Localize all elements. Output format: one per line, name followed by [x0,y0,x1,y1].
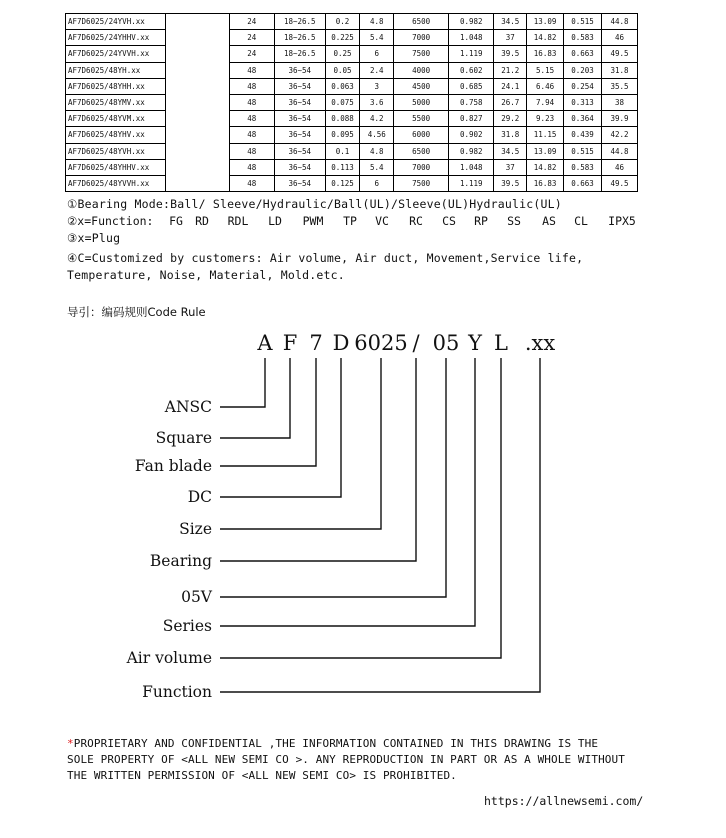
table-cell: 0.125 [325,175,360,191]
notice-line3: THE WRITTEN PERMISSION OF <ALL NEW SEMI CO> IS PROHIBITED. [67,769,457,782]
model-cell: AF7D6025/48YHV.xx [66,127,166,143]
code-leader-line [220,358,501,658]
table-cell: 4500 [394,78,449,94]
table-cell: 39.5 [494,46,527,62]
table-cell: 0.088 [325,111,360,127]
model-cell: AF7D6025/24YHHV.xx [66,30,166,46]
table-cell: 18~26.5 [274,46,325,62]
function-code: LD [268,214,282,228]
table-cell: 36~54 [274,159,325,175]
table-cell: 0.982 [449,143,494,159]
table-cell: 6500 [394,14,449,30]
code-label: Series [162,617,212,635]
table-cell: 0.063 [325,78,360,94]
function-code: CL [574,214,588,228]
table-cell: 0.25 [325,46,360,62]
table-cell: 16.83 [527,46,564,62]
table-cell: 46 [602,30,638,46]
code-label: 05V [181,588,212,606]
table-cell: 1.119 [449,46,494,62]
table-cell: 0.313 [564,94,602,110]
table-cell: 39.9 [602,111,638,127]
table-cell: 21.2 [494,62,527,78]
table-cell: 0.663 [564,175,602,191]
table-cell: 3 [360,78,394,94]
table-cell: 4.8 [360,14,394,30]
table-cell: 2.4 [360,62,394,78]
table-cell: 0.439 [564,127,602,143]
table-cell: 46 [602,159,638,175]
custom-note-line2: Temperature, Noise, Material, Mold.etc. [67,268,345,282]
table-cell: 48 [229,111,274,127]
table-cell: 49.5 [602,175,638,191]
table-cell: 18~26.5 [274,30,325,46]
table-cell: 31.8 [494,127,527,143]
table-cell: 24 [229,30,274,46]
table-cell: 37 [494,159,527,175]
code-leader-line [220,358,265,407]
model-cell: AF7D6025/48YVVH.xx [66,175,166,191]
table-cell: 6 [360,175,394,191]
table-cell: 7500 [394,175,449,191]
table-cell: 36~54 [274,78,325,94]
code-label: ANSC [164,398,212,416]
table-cell: 0.758 [449,94,494,110]
code-leader-line [220,358,475,626]
table-cell: 0.1 [325,143,360,159]
proprietary-notice [67,736,625,784]
table-cell: 0.685 [449,78,494,94]
table-cell: 0.095 [325,127,360,143]
table-cell: 49.5 [602,46,638,62]
model-cell: AF7D6025/24YVH.xx [66,14,166,30]
code-label: Fan blade [134,457,212,475]
code-leader-line [220,358,316,466]
table-cell: 0.982 [449,14,494,30]
table-cell: 44.8 [602,14,638,30]
table-cell: 39.5 [494,175,527,191]
table-cell: 13.09 [527,14,564,30]
table-cell: 6 [360,46,394,62]
table-cell: 5000 [394,94,449,110]
code-segment: / [412,331,420,355]
table-cell: 24.1 [494,78,527,94]
table-cell: 24 [229,46,274,62]
notice-asterisk: * [67,737,74,750]
table-cell: 6.46 [527,78,564,94]
code-leader-line [220,358,381,529]
code-label: Function [142,683,212,701]
model-cell: AF7D6025/24YVVH.xx [66,46,166,62]
table-cell: 5.15 [527,62,564,78]
table-cell: 7000 [394,30,449,46]
table-cell: 3.6 [360,94,394,110]
table-cell: 29.2 [494,111,527,127]
table-cell: 48 [229,62,274,78]
table-cell: 0.225 [325,30,360,46]
code-rule-title: 导引：编码规则Code Rule [67,305,206,319]
function-code: TP [343,214,357,228]
function-code: RD [195,214,209,228]
table-cell: 36~54 [274,94,325,110]
table-cell: 5.4 [360,30,394,46]
table-cell: 0.05 [325,62,360,78]
table-cell: 5.4 [360,159,394,175]
table-cell: 4.56 [360,127,394,143]
notice-line2: SOLE PROPERTY OF <ALL NEW SEMI CO >. ANY REPRODUCTION IN PART OR AS A WHOLE WITHOUT [67,753,625,766]
table-cell: 6000 [394,127,449,143]
function-code: RP [474,214,488,228]
model-cell: AF7D6025/48YHH.xx [66,78,166,94]
table-cell: 0.827 [449,111,494,127]
table-cell: 0.2 [325,14,360,30]
table-cell: 48 [229,175,274,191]
model-cell: AF7D6025/48YHHV.xx [66,159,166,175]
code-segment: Y [468,331,482,355]
table-cell: 36~54 [274,127,325,143]
table-cell: 42.2 [602,127,638,143]
code-segment: D [332,331,350,355]
table-cell: 14.82 [527,30,564,46]
table-cell: 0.583 [564,159,602,175]
table-cell: 34.5 [494,143,527,159]
table-cell: 0.203 [564,62,602,78]
function-code: VC [375,214,389,228]
code-label: Square [155,429,212,447]
table-cell: 11.15 [527,127,564,143]
table-cell: 48 [229,159,274,175]
table-cell: 7500 [394,46,449,62]
function-code: CS [442,214,456,228]
table-cell: 48 [229,94,274,110]
code-segment: 6025 [354,331,408,355]
model-cell: AF7D6025/48YH.xx [66,62,166,78]
table-cell: 1.119 [449,175,494,191]
code-leader-line [220,358,416,561]
table-cell: 34.5 [494,14,527,30]
table-cell: 31.8 [602,62,638,78]
table-cell: 9.23 [527,111,564,127]
table-cell: 0.902 [449,127,494,143]
function-code: FG [169,214,183,228]
code-label: Air volume [126,649,212,667]
function-code: AS [542,214,556,228]
table-cell: 36~54 [274,143,325,159]
table-cell: 0.075 [325,94,360,110]
table-cell: 48 [229,78,274,94]
model-cell: AF7D6025/48YMV.xx [66,94,166,110]
website-url[interactable]: https://allnewsemi.com/ [484,794,644,808]
code-label: DC [187,488,212,506]
table-cell: 0.515 [564,14,602,30]
code-segment: L [494,331,508,355]
table-cell: 1.048 [449,30,494,46]
table-cell: 4.2 [360,111,394,127]
table-cell: 36~54 [274,175,325,191]
code-leader-line [220,358,341,497]
table-cell: 0.113 [325,159,360,175]
table-cell: 6500 [394,143,449,159]
code-leader-line [220,358,290,438]
function-note-lead: ②x=Function: [67,214,154,228]
code-leader-line [220,358,540,692]
function-code: RDL [227,214,249,228]
code-segment: A [257,331,273,355]
model-cell: AF7D6025/48YVH.xx [66,143,166,159]
bearing-note: ①Bearing Mode:Ball/ Sleeve/Hydraulic/Ball(UL)/Sleeve(UL)Hydraulic(UL) [67,197,562,211]
code-label: Bearing [149,552,212,570]
notice-line1: PROPRIETARY AND CONFIDENTIAL ,THE INFORMATION CONTAINED IN THIS DRAWING IS THE [73,737,599,750]
plug-note: ③x=Plug [67,231,121,245]
custom-note-line1: ④C=Customized by customers: Air volume, Air duct, Movement,Service life, [67,251,584,265]
code-segment: F [282,331,298,355]
table-cell: 7000 [394,159,449,175]
table-cell: 4000 [394,62,449,78]
table-cell: 35.5 [602,78,638,94]
table-cell: 0.663 [564,46,602,62]
function-code: IPX5 [608,214,636,228]
table-cell: 36~54 [274,62,325,78]
table-cell: 37 [494,30,527,46]
code-segment: .xx [524,331,556,355]
function-code: PWM [302,214,324,228]
table-cell: 24 [229,14,274,30]
code-segment: 7 [309,331,323,355]
table-cell: 0.583 [564,30,602,46]
code-segment: 05 [432,331,460,355]
table-cell: 38 [602,94,638,110]
table-cell: 14.82 [527,159,564,175]
table-cell: 0.602 [449,62,494,78]
table-cell: 36~54 [274,111,325,127]
table-cell: 26.7 [494,94,527,110]
table-cell: 13.09 [527,143,564,159]
table-cell: 5500 [394,111,449,127]
table-cell: 18~26.5 [274,14,325,30]
table-cell: 0.254 [564,78,602,94]
table-cell: 7.94 [527,94,564,110]
function-code: SS [507,214,521,228]
function-code: RC [409,214,423,228]
table-cell: 16.83 [527,175,564,191]
table-cell: 44.8 [602,143,638,159]
table-cell: 1.048 [449,159,494,175]
table-cell: 0.515 [564,143,602,159]
table-cell: 0.364 [564,111,602,127]
model-cell: AF7D6025/48YVM.xx [66,111,166,127]
code-label: Size [179,520,212,538]
table-cell: 48 [229,127,274,143]
table-cell: 4.8 [360,143,394,159]
table-cell: 48 [229,143,274,159]
